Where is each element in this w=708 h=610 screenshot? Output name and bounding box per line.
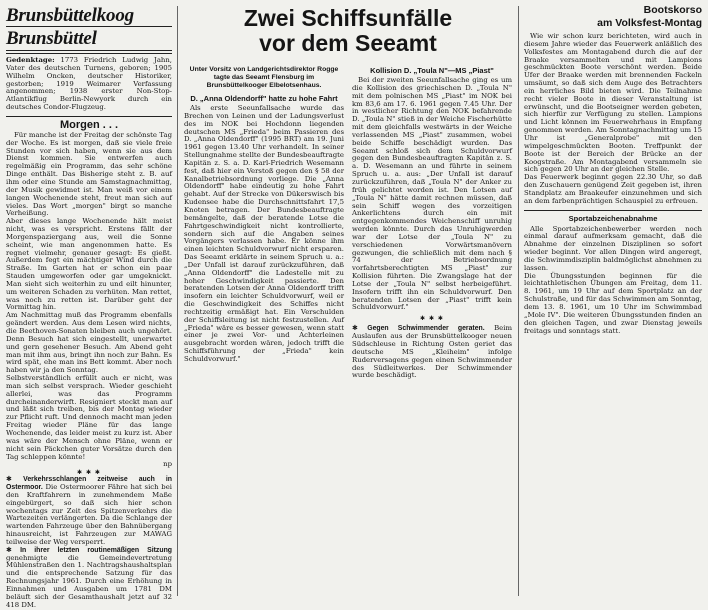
main-column-a — [184, 66, 344, 380]
left-column — [6, 0, 172, 610]
verkehr-text: Die Ostermoorer Fähre hat sich bei den Kraftfahrern in zunehmendem Maße eingebürgert, so daß sich hier schon wochentags zur Zeit des Spitzenverkehrs die Wartezeiten verlängerten. Da die Schlange der wartenden Fahrzeuge über den Bahnübergang hinausreicht, ist Fahrzeugen zur MAWAG teilweise der Weg versperrt. — [6, 483, 172, 546]
verkehr-marker: ✱ — [6, 475, 24, 484]
schwimmer-label: Gegen Schwimmender geraten. — [367, 325, 485, 333]
sitzung-text: genehmigte die Gemeindevertretung Mühlenstraßen den 1. Nachtragshaushaltsplan und die entsprechende Satzung für das Rechnungsjahr 1961. Durch eine Erhöhung in Einnahmen und Ausgaben um 1781 DM beläuft sich der Gesamthaushalt jetzt auf 32 418 DM. — [6, 553, 172, 609]
column-rule-left — [177, 6, 178, 596]
sitzung-label: In ihrer letzten routinemäßigen Sitzung — [20, 546, 172, 554]
subhead-b: Kollision D. „Toula N"—MS „Piast" — [370, 66, 494, 75]
gedenktage-label: Gedenktage: — [6, 56, 55, 64]
text-b: Bei der zweiten Seeunfallsache ging es um die Kollision des griechischen D. „Toula N" mit dem polnischen MS „Piast" im NOK bei km 83,6 am 17. 6. 1961 gegen 7.45 Uhr. Der in westlicher Richtung den NOK befahrende D. „Toula N" stieß in der Weiche Fischerhütte mit dem gleichfalls westwärts in der Weiche verlassenden MS „Piast" zusammen, wobei beide Schiffe beschädigt wurden. Das Seeamt schloß sich dem Schuldvorwurf gegen den Bundesbeauftragten Kapitän z. S. a. D. Wesemann an und führte in seinem Spruch u. a. aus: „Der Unfall ist darauf zurückzuführen, daß „Toula N" der Anker zu früh gelichtet worden ist. Den Lotsen auf „Toula N" hätte damit rechnen müssen, daß sein Schiff wegen des vorzeitigen Ankerlichtens durch ein mit entgegenkommendes Weichenschiff unruhig werden könnte. Durch das Unruhigwerden war der Lotse der „Toula N" zu verschiedenen Vorwärtsmanövern gezwungen, die schließlich mit dem nach § 74 der Betriebsordnung vorfahrtsberechtigten MS „Piast" zur Kollision führten. Die Zwangslage hat der Lotse der „Toula N" selbst herbeigeführt. Insofern trifft ihn ein Schuldvorwurf. Den beratenden Lotsen der „Piast" trifft kein Schuldvorwurf." — [352, 76, 512, 312]
main-article — [184, 6, 512, 380]
masthead-rule-1 — [6, 26, 172, 27]
column-rule-right — [518, 6, 519, 596]
section-separator: ✱ ✱ ✱ — [77, 469, 101, 477]
masthead — [6, 0, 172, 54]
main-columns — [184, 66, 512, 380]
divider-right — [524, 210, 702, 211]
korso-title-2: am Volksfest-Montag — [597, 17, 702, 29]
morgen-text: Für manche ist der Freitag der schönste Tag der Woche. Es ist morgen, daß sie viele freie Stunden vor sich haben, wenn sie aus dem Dienst kommen. Sie entwerfen auch regelmäßig ein Programm, das sehr schöne Dinge enthält. Das Bisherige steht z. B. auf ihm oder eine Stunde am Samstagnachmittag, der Musik gewidmet ist. Man weiß vor einem langen Wochenende steht, freut man sich auf vieles. Das Wort „morgen" birgt so manche Verheißung. Aber dieses lange Wochenende hält meist nicht, was es verspricht. Erstens fällt der Morgenspaziergang aus, weil die Sonne scheint, wie man angenommen hatte. Es regnet vielmehr, genauer gesagt: Es gießt. Außerdem fegt ein mächtiger Wind durch die Straße. Im Garten hat er schon ein paar Stauden umgeworfen oder gar umgeknickt. Man sieht sich weiterhin zu und eilt hinunter, um weiteren Schaden zu verhüten. Man rettet, was noch zu retten ist. Darüber geht der Vormittag hin. Am Nachmittag muß das Programm ebenfalls geändert werden. Aus dem Lesen wird nichts, die Beethoven-Sonaten bleiben auch ungehört. Denn Besuch hat sich eingestellt, unerwartet und gern gesehener Besuch. Am Abend geht man mit ihm aus, bringt ihn noch zur Bahn. Es wird spät, ehe man ins Bett kommt. Aber noch haben wir ja den Sonntag. Selbstverständlich erfüllt auch er nicht, was man sich selbst versprach. Wieder geschieht allerlei, was das Programm durcheinanderwirft. Resigniert steckt man auf und läßt sich treiben, bis der Montag wieder zur Pflicht ruft. Und dennoch macht man jeden Freitag wieder Pläne für das lange Wochenende, das leider meist zu kurz ist. Aber was wäre der Mensch ohne Pläne, wenn er nicht sein Päckchen guter Vorsätze durch den Tag schleppen könnte! — [6, 130, 172, 461]
gedenktage-text: 1773 Friedrich Ludwig Jahn, Vater des deutschen Turnens, geboren; 1905 Wilhelm Oncken, deutscher Historiker, gestorben; 1919 Weimarer Verfassung angenommen; 1938 erster Non-Stop-Atlantikflug Berlin-Newyork durch ein deutsches Condor-Flugzeug. — [6, 56, 172, 112]
sport-text: Alle Sportabzeichenbewerber werden noch einmal darauf aufmerksam gemacht, daß die Abnahme der einzelnen Disziplinen so sofort wieder beginnt. Vor allen Dingen wird angeregt, die Schwimmdisziplin baldmöglichst abnehmen zu lassen. Die Übungsstunden beginnen für die leichtathletischen Übungen am Freitag, dem 11. 8. 1961, um 19 Uhr auf dem Sportplatz an der Schulstraße, und für das Schwimmen am Sonntag, dem 13. 8. 1961, um 10 Uhr im Schwimmbad „Mole IV". Die weiteren Übungsstunden finden an den gleichen Tagen, und zwar Dienstag jeweils freitags und sonntags statt. — [524, 224, 702, 335]
text-a: Als erste Seeunfallsache wurde das Brechen von Leinen und der Ladungsverlust des im NOK bei Hochdonn liegenden deutschen MS „Frieda" beim Passieren des D. „Anna Oldendorff" (1995 BRT) am 19. Juni 1961 gegen 13.40 Uhr verhandelt. In seiner Stellungnahme stellte der Bundesbeauftragte Kapitän z. S. a. D. Karl-Friedrich Wesemann fest, daß hier ein Verstoß gegen den § 58 der Kanalbetriebsordnung vorliege. Die „Anna Oldendorff" habe eindeutig zu hohe Fahrt gehabt. Auf der Strecke von Dükerswisch bis Kudensee habe die Durchschnittsfahrt 17,5 Knoten betragen. Der Bundesbeauftragte bemängelte, daß der beratende Lotse die Fahrtgeschwindigkeit nicht kontrollierte, sondern sich auf die Angaben seines Vorgängers verlassen habe. Er könne ihm einen leichten Schuldvorwurf nicht ersparen. Das Seeamt erklärte in seinem Spruch u. a.: „Der Unfall ist darauf zurückzuführen, daß „Anna Oldendorff" die Ladestelle mit zu hoher Geschwindigkeit passierte. Den beratenden Lotsen der Anna Oldendorff trifft insofern ein leichter Schuldvorwurf, weil er die Geschwindigkeit des Schiffes nicht rechtzeitig ermäßigt hat. Ein Verschulden der Schiffsleitung ist nicht festzustellen. Auf „Frieda" wäre es besser gewesen, wenn statt einer je zwei Vor- und Achterleinen ausgebracht worden wären, jedoch trifft die Schiffsführung der „Frieda" kein Schuldvorwurf." — [184, 104, 344, 363]
schwimmer-paragraph — [352, 325, 512, 380]
korso-title-1: Bootskorso — [643, 4, 702, 16]
gedenktage — [6, 57, 172, 112]
verkehr-label: Verkehrsschlangen zeitweise auch in Ostermoor. — [6, 476, 172, 492]
schwimmer-text: Beim Auslaufen aus der Brunsbüttelkooger neuen Südschleuse in Richtung Osten geriet das deutsche MS „Kleiheim" infolge Ruderversagens gegen einen Schwimmender des Südleitwerkes. Der Schwimmender wurde beschädigt. — [352, 324, 512, 380]
divider — [6, 116, 172, 117]
morgen-title: Morgen . . . — [59, 118, 119, 131]
right-column — [524, 4, 702, 335]
main-column-b — [352, 66, 512, 380]
sitzung-marker: ✱ — [6, 545, 21, 554]
korso-text: Wie wir schon kurz berichteten, wird auch in diesem Jahre wieder das Feuerwerk anläßlich des Volksfestes am Montagabend durch die auf der Braake versammelten und mit Lampions geschmückten Boote verschönt werden. Beide Ufer der Braake werden mit brennenden Fackeln umsäumt, so daß sich dem Auge des Betrachters ein herrliches Bild bieten wird. Die Teilnahme recht vieler Boote in dieser Veranstaltung ist erwünscht, und die Bootseigner werden gebeten, sich hierfür zur Verfügung zu stellen. Lampions und Licht können im Feuerwehrhaus in Empfang genommen werden. Am Sonntagnachmittag um 15 Uhr ist „Generalprobe" mit den wimpelgeschmückten Booten. Treffpunkt der Boote ist der Bereich der Brücke an der Koogstraße. Am Montagabend versammeln sie sich gegen 20 Uhr an der gleichen Stelle. Das Feuerwerk beginnt gegen 22.30 Uhr, so daß den Zuschauern genügend Zeit gegeben ist, ihren Standplatz am Braakeufer einzunehmen und sich an dem farbenprächtigen Schauspiel zu erfreuen. — [524, 32, 702, 205]
kicker: Unter Vorsitz von Landgerichtsdirektor Rogge tagte das Seeamt Flensburg im Brunsbüttelkooger Elbelotsenhaus. — [189, 66, 339, 89]
verkehr-paragraph — [6, 476, 172, 547]
masthead-line-1: Brunsbüttelkoog — [6, 5, 134, 26]
subhead-a: D. „Anna Oldendorff" hatte zu hohe Fahrt — [190, 94, 338, 103]
section-separator-b: ✱ ✱ ✱ — [420, 315, 444, 323]
sport-title: Sportabzeichenabnahme — [568, 213, 658, 223]
morgen-signature: np — [163, 460, 172, 469]
masthead-rule-2 — [6, 50, 172, 54]
headline-line-2: vor dem Seeamt — [259, 30, 437, 56]
masthead-line-2: Brunsbüttel — [6, 28, 97, 49]
sitzung-paragraph — [6, 547, 172, 610]
headline-line-1: Zwei Schiffsunfälle — [243, 5, 453, 31]
schwimmer-marker: ✱ — [352, 324, 368, 333]
